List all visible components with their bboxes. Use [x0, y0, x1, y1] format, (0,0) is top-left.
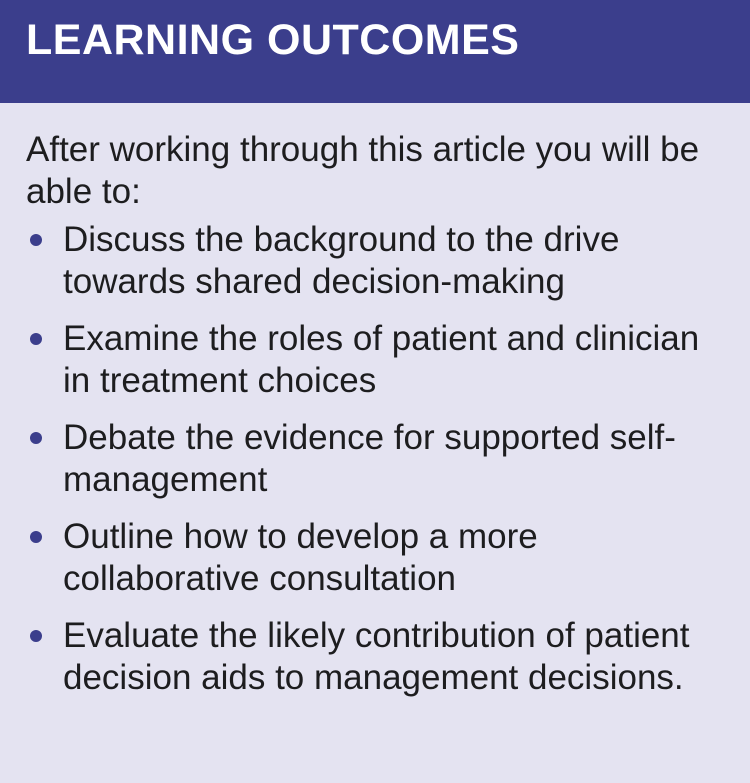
- outcomes-list: [26, 219, 720, 699]
- box-content: [0, 103, 750, 699]
- outcome-item: [26, 516, 720, 600]
- bullet-icon: [30, 432, 42, 444]
- intro-text: After working through this article you will be able to:: [26, 130, 700, 211]
- outcome-text: Debate the evidence for supported self-management: [63, 418, 676, 499]
- bullet-icon: [30, 630, 42, 642]
- box-header: [0, 0, 750, 103]
- bullet-icon: [30, 234, 42, 246]
- outcome-item: [26, 615, 720, 699]
- outcome-text: Examine the roles of patient and clinician in treatment choices: [63, 319, 700, 400]
- outcome-item: [26, 318, 720, 402]
- box-title: LEARNING OUTCOMES: [26, 16, 520, 64]
- outcome-text: Evaluate the likely contribution of patient decision aids to management decisions.: [63, 616, 690, 697]
- bullet-icon: [30, 531, 42, 543]
- outcome-text: Discuss the background to the drive towards shared decision-making: [63, 220, 620, 301]
- outcome-text: Outline how to develop a more collaborative consultation: [63, 517, 538, 598]
- outcome-item: [26, 417, 720, 501]
- bullet-icon: [30, 333, 42, 345]
- outcome-item: [26, 219, 720, 303]
